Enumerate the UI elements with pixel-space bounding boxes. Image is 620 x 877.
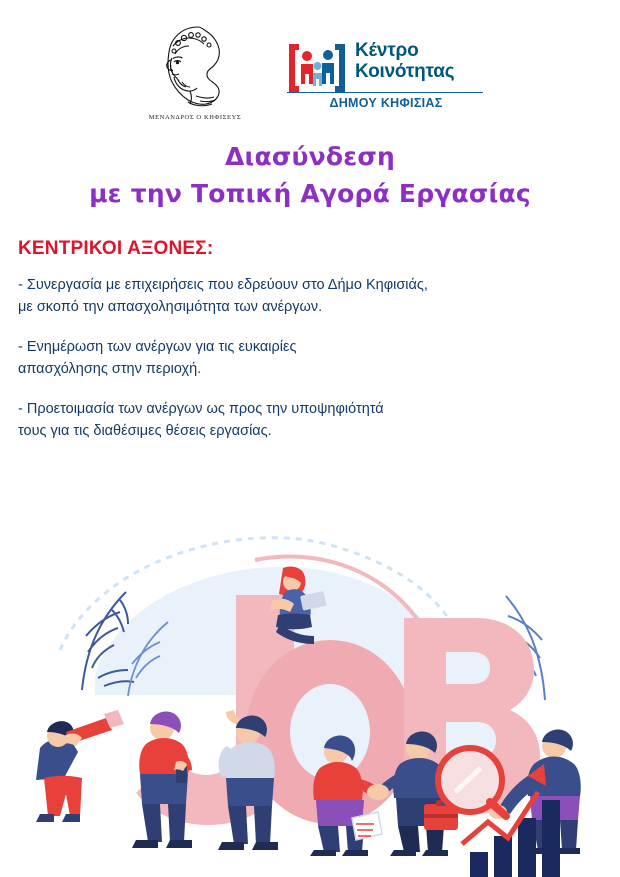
menandros-logo <box>140 24 250 142</box>
content-bullet-3 <box>18 398 594 443</box>
content-bullet-2-line2: απασχόλησης στην περιοχή. <box>18 361 202 378</box>
content-bullet-1-line1: - Συνεργασία με επιχειρήσεις που εδρεύουν στο Δήμο Κηφισιάς, <box>18 277 428 293</box>
menandros-logo-caption: ΜΕΝΑΝΔΡΟΣ Ο ΚΗΦΙΣΕΥΣ <box>148 114 242 121</box>
job-search-illustration <box>0 500 620 877</box>
page-title-line2: με την Τοπική Αγορά Εργασίας <box>89 179 531 208</box>
content-heading: ΚΕΝΤΡΙΚΟΙ ΑΞΟΝΕΣ: <box>18 238 214 259</box>
kentro-koinotitas-line1: Κέντρο <box>355 40 419 61</box>
menandros-bust-seal-icon <box>158 24 232 110</box>
man-with-telescope <box>36 710 124 822</box>
content-bullet-3-line1: - Προετοιμασία των ανέργων ως προς την υποψηφιότητά <box>18 400 384 417</box>
kentro-koinotitas-people-icon <box>285 42 349 94</box>
kentro-koinotitas-logo <box>285 40 485 132</box>
kentro-koinotitas-subtitle: ΔΗΜΟΥ ΚΗΦΙΣΙΑΣ <box>329 96 443 110</box>
man-with-phone <box>132 712 192 848</box>
page-title <box>0 142 620 209</box>
content-block <box>18 238 602 460</box>
kentro-koinotitas-wordmark <box>355 40 485 83</box>
content-bullet-1 <box>18 274 594 319</box>
poster-header <box>0 18 620 138</box>
content-bullet-2-line1: - Ενημέρωση των ανέργων για τις ευκαιρίες <box>18 338 297 355</box>
content-bullet-2 <box>18 336 594 381</box>
content-bullet-3-line2: τους για τις διαθέσιμες θέσεις εργασίας. <box>18 423 272 440</box>
kentro-koinotitas-divider <box>287 92 483 93</box>
page-title-line1: Διασύνδεση <box>224 142 395 171</box>
content-bullet-1-line2: με σκοπό την απασχολησιμότητα των ανέργων. <box>18 299 323 316</box>
kentro-koinotitas-line2: Κοινότητας <box>355 61 455 83</box>
